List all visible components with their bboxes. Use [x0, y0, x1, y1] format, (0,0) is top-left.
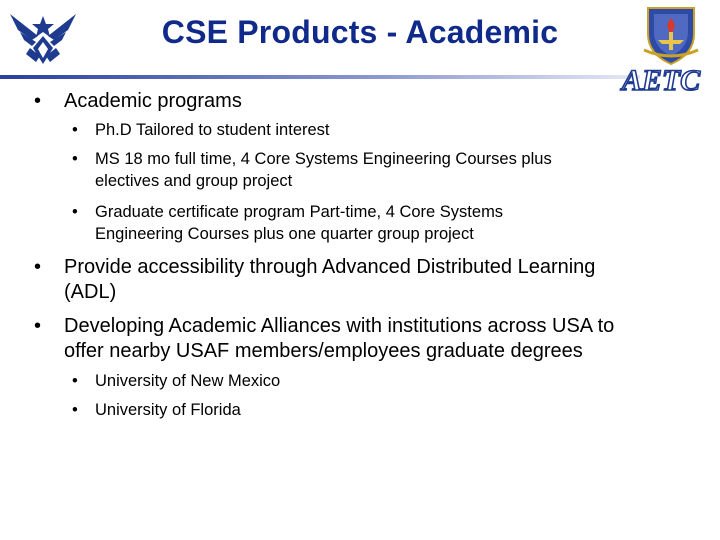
bullet-academic-alliances	[34, 314, 714, 364]
bullet-text-line-2: Engineering Courses plus one quarter group project	[95, 225, 474, 243]
bullet-dot: •	[72, 203, 78, 221]
page-title: CSE Products - Academic	[161, 14, 559, 50]
bullet-text: Ph.D Tailored to student interest	[95, 121, 330, 139]
bullet-dot: •	[34, 256, 42, 278]
sub-bullet-unm	[72, 370, 692, 392]
sub-bullet-certificate	[72, 201, 692, 245]
svg-text:AETC: AETC	[621, 64, 701, 96]
sub-bullet-uf	[72, 399, 692, 421]
bullet-dot: •	[72, 150, 78, 168]
bullet-text-line-2: (ADL)	[64, 281, 117, 303]
bullet-text: University of New Mexico	[95, 372, 281, 390]
bullet-text-line-1: Provide accessibility through Advanced Distributed Learning	[64, 256, 596, 278]
bullet-text-line-1: Developing Academic Alliances with institutions across USA to	[64, 315, 615, 337]
bullet-dot: •	[72, 372, 78, 390]
sub-bullet-phd	[72, 119, 692, 141]
bullet-text-line-1: MS 18 mo full time, 4 Core Systems Engineering Courses plus	[95, 150, 552, 168]
bullet-text-line-2: offer nearby USAF members/employees graduate degrees	[64, 340, 583, 362]
bullet-text-line-2: electives and group project	[95, 172, 293, 190]
bullet-dot: •	[72, 401, 78, 419]
bullet-academic-programs	[34, 89, 684, 114]
bullet-dot: •	[72, 121, 78, 139]
bullet-text: University of Florida	[95, 401, 241, 419]
bullet-adl	[34, 255, 694, 305]
bullet-dot: •	[34, 315, 42, 337]
bullet-dot: •	[34, 90, 42, 112]
sub-bullet-ms	[72, 148, 692, 192]
bullet-text: Academic programs	[64, 90, 242, 112]
bullet-text-line-1: Graduate certificate program Part-time, 4 Core Systems	[95, 203, 504, 221]
